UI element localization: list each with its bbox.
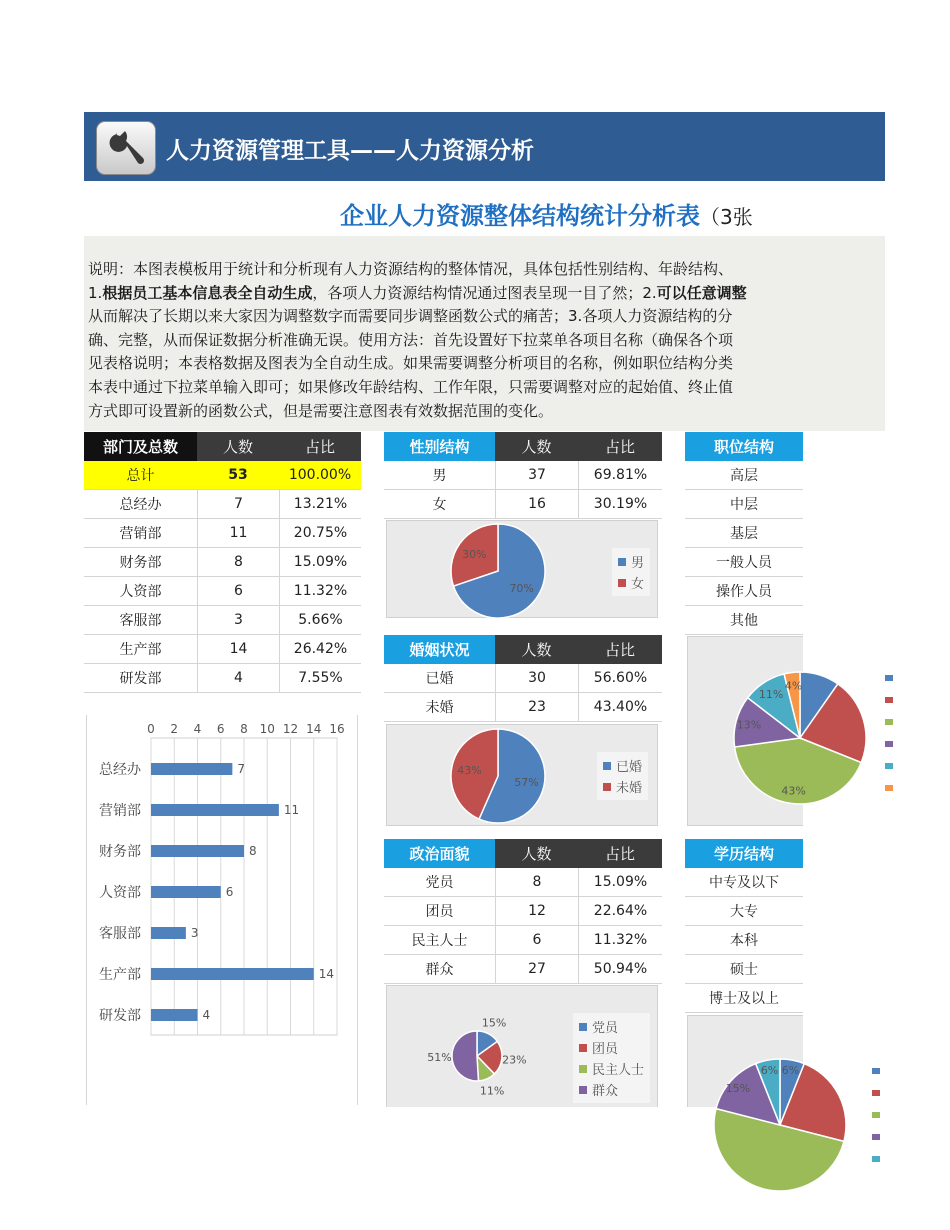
col-department: 部门及总数	[84, 432, 197, 461]
legend-swatch	[885, 785, 893, 791]
cell-name: 未婚	[425, 700, 454, 716]
cell-count: 7	[197, 490, 279, 518]
position-row	[685, 548, 803, 577]
pie-slice-label: 43%	[457, 763, 482, 777]
marriage-pie-chart	[386, 724, 658, 826]
description-segment: 说明：本图表模板用于统计和分析现有人力资源结构的整体情况，具体包括性别结构、年龄结构、	[88, 260, 734, 278]
col-percent: 占比	[578, 432, 662, 461]
gender-row	[384, 461, 662, 490]
politics-row	[384, 955, 662, 984]
total-label: 总计	[126, 468, 155, 484]
marriage-table-header	[384, 635, 662, 664]
pie-slice-label: 11%	[758, 687, 784, 701]
pie-slice-label: 6%	[781, 1063, 800, 1077]
legend-item-female: 女	[618, 572, 644, 593]
department-table-header	[84, 432, 384, 461]
department-row	[84, 577, 361, 606]
wrench-icon	[96, 121, 156, 175]
gender-table	[384, 432, 662, 519]
legend-item-party: 党员	[579, 1016, 644, 1037]
position-table-header	[685, 432, 803, 461]
description-line	[88, 400, 802, 424]
marriage-table	[384, 635, 662, 722]
bar	[151, 1009, 198, 1021]
gender-pie-chart	[386, 520, 658, 618]
marriage-rows	[384, 664, 662, 722]
cell-count: 4	[197, 664, 279, 692]
pie-slice-label: 15%	[481, 1016, 507, 1030]
x-tick-label: 10	[259, 722, 275, 736]
legend-swatch	[872, 1134, 880, 1140]
cell-pct: 50.94%	[578, 955, 662, 983]
legend-item-married: 已婚	[603, 755, 642, 776]
legend-swatch	[603, 762, 611, 770]
department-table	[84, 432, 384, 693]
cell-count: 6	[197, 577, 279, 605]
pie-slice-label: 4%	[784, 679, 803, 693]
legend-swatch	[579, 1065, 587, 1073]
cell-name: 生产部	[119, 642, 162, 658]
pie-slice	[452, 1031, 478, 1081]
col-percent: 占比	[279, 432, 361, 461]
education-row	[685, 955, 803, 984]
legend-swatch	[885, 719, 893, 725]
politics-row	[384, 868, 662, 897]
bar-data-label: 3	[190, 926, 199, 940]
x-tick-label: 0	[147, 722, 155, 736]
cell-pct: 22.64%	[578, 897, 662, 925]
cell-name: 营销部	[119, 526, 162, 542]
description-segment: 确、完整，从而保证数据分析准确无误。使用方法：首先设置好下拉菜单各项目名称（确保各个项	[88, 330, 734, 349]
marriage-row	[384, 664, 662, 693]
bar-data-label: 7	[237, 762, 246, 776]
total-count: 53	[228, 467, 248, 483]
category-label: 客服部	[99, 926, 141, 942]
politics-table	[384, 839, 662, 984]
cell-name: 本科	[730, 933, 758, 949]
bar-data-label: 11	[283, 803, 300, 817]
cell-count: 6	[495, 926, 578, 954]
bar	[151, 886, 221, 898]
cell-name: 团员	[425, 904, 454, 920]
bar-data-label: 8	[249, 844, 257, 858]
cell-name: 一般人员	[716, 555, 772, 571]
cell-name: 大专	[730, 904, 758, 920]
pie-slice-label: 6%	[760, 1063, 779, 1077]
legend-swatch	[618, 558, 626, 566]
description-line	[88, 305, 802, 329]
education-pie-svg	[690, 1030, 930, 1220]
legend-swatch	[579, 1023, 587, 1031]
cell-count: 14	[197, 635, 279, 663]
legend-item-male: 男	[618, 551, 644, 572]
category-label: 总经办	[99, 762, 141, 778]
cell-pct: 11.32%	[279, 577, 361, 605]
description-text	[88, 258, 802, 428]
description-segment: 从而解决了长期以来大家因为调整数字而需要同步调整函数公式的痛苦；3.各项人力资源结构的分	[88, 307, 733, 326]
position-table	[685, 432, 803, 635]
cell-name: 基层	[730, 526, 758, 542]
department-rows	[84, 490, 384, 693]
category-label: 财务部	[99, 844, 141, 860]
legend-swatch	[885, 697, 893, 703]
cell-count: 37	[495, 461, 578, 489]
cell-count: 16	[495, 490, 578, 518]
description-segment: 本表中通过下拉菜单输入即可；如果修改年龄结构、工作年限，只需要调整对应的起始值、终止值	[88, 377, 734, 396]
x-tick-label: 8	[240, 722, 248, 736]
cell-pct: 5.66%	[279, 606, 361, 634]
header-banner	[84, 112, 885, 181]
col-percent: 占比	[578, 635, 662, 664]
legend-item-democrat: 民主人士	[579, 1058, 644, 1079]
cell-name: 女	[432, 497, 447, 513]
position-rows	[685, 461, 803, 635]
cell-name: 操作人员	[716, 584, 772, 600]
legend-swatch	[885, 675, 893, 681]
col-gender: 性别结构	[384, 432, 495, 461]
politics-row	[384, 897, 662, 926]
category-label: 生产部	[99, 967, 141, 983]
education-rows	[685, 868, 803, 1013]
cell-pct: 26.42%	[279, 635, 361, 663]
legend-swatch	[885, 741, 893, 747]
category-label: 营销部	[99, 803, 141, 819]
pie-slice-label: 11%	[479, 1084, 505, 1098]
cell-name: 其他	[730, 613, 758, 629]
description-line	[88, 282, 802, 306]
department-row	[84, 606, 361, 635]
description-line	[88, 352, 802, 376]
marriage-row	[384, 693, 662, 722]
x-tick-label: 4	[193, 722, 202, 736]
position-row	[685, 519, 803, 548]
banner-title: 人力资源管理工具——人力资源分析	[166, 138, 534, 164]
cell-pct: 7.55%	[279, 664, 361, 692]
politics-legend	[573, 1013, 650, 1103]
cell-pct: 11.32%	[578, 926, 662, 954]
bar-data-label: 4	[202, 1008, 211, 1022]
position-row	[685, 577, 803, 606]
x-tick-label: 14	[306, 722, 322, 736]
pie-slice-label: 23%	[502, 1053, 527, 1067]
department-row	[84, 664, 361, 693]
cell-pct: 20.75%	[279, 519, 361, 547]
cell-count: 23	[495, 693, 578, 721]
cell-count: 11	[197, 519, 279, 547]
cell-count: 30	[495, 664, 578, 692]
department-bar-chart	[86, 715, 358, 1105]
cell-name: 研发部	[119, 671, 162, 687]
description-panel	[84, 236, 885, 431]
position-row	[685, 461, 803, 490]
bar-data-label: 6	[225, 885, 234, 899]
position-row	[685, 490, 803, 519]
legend-swatch	[603, 783, 611, 791]
position-pie-svg	[700, 648, 940, 848]
description-segment: 方式即可设置新的函数公式，但是需要注意图表有效数据范围的变化。	[88, 401, 554, 420]
col-position: 职位结构	[685, 432, 803, 461]
description-line	[88, 258, 802, 282]
cell-name: 中层	[730, 497, 758, 513]
cell-pct: 69.81%	[578, 461, 662, 489]
category-label: 人资部	[99, 885, 141, 901]
description-bold-segment: 可以任意调整	[656, 283, 747, 302]
cell-pct: 43.40%	[578, 693, 662, 721]
bar	[151, 927, 186, 939]
cell-pct: 15.09%	[578, 868, 662, 896]
cell-pct: 30.19%	[578, 490, 662, 518]
cell-name: 客服部	[119, 613, 162, 629]
cell-name: 民主人士	[411, 933, 468, 949]
cell-name: 博士及以上	[709, 991, 779, 1007]
pie-slice-label: 51%	[427, 1051, 452, 1065]
education-row	[685, 926, 803, 955]
col-count: 人数	[495, 839, 578, 868]
col-count: 人数	[197, 432, 279, 461]
legend-swatch	[579, 1044, 587, 1052]
department-bar-chart-svg	[87, 715, 359, 1105]
cell-name: 群众	[425, 962, 454, 978]
cell-name: 总经办	[119, 497, 162, 513]
education-row	[685, 897, 803, 926]
position-row	[685, 606, 803, 635]
cell-count: 27	[495, 955, 578, 983]
department-row	[84, 548, 361, 577]
legend-item-league: 团员	[579, 1037, 644, 1058]
col-count: 人数	[495, 635, 578, 664]
pie-slice-label: 30%	[462, 548, 487, 562]
politics-pie-chart	[386, 985, 658, 1107]
cell-name: 人资部	[119, 584, 162, 600]
col-politics: 政治面貌	[384, 839, 495, 868]
cell-name: 男	[432, 468, 447, 484]
politics-row	[384, 926, 662, 955]
cell-name: 党员	[425, 875, 454, 891]
legend-swatch	[872, 1156, 880, 1162]
cell-name: 高层	[730, 468, 758, 484]
bar	[151, 763, 232, 775]
category-label: 研发部	[99, 1008, 141, 1024]
cell-count: 8	[495, 868, 578, 896]
cell-count: 3	[197, 606, 279, 634]
bar-data-label: 14	[318, 967, 335, 981]
legend-swatch	[618, 579, 626, 587]
description-segment: 见表格说明；本表格数据及图表为全自动生成。如果需要调整分析项目的名称，例如职位结构分类	[88, 354, 734, 373]
sheet-title-suffix: （3张	[700, 205, 753, 229]
pie-slice-label: 15%	[725, 1081, 751, 1095]
bar	[151, 804, 279, 816]
cell-name: 已婚	[425, 671, 454, 687]
gender-rows	[384, 461, 662, 519]
cell-count: 8	[197, 548, 279, 576]
bar	[151, 968, 314, 980]
politics-table-header	[384, 839, 662, 868]
education-table-header	[685, 839, 803, 868]
department-row	[84, 519, 361, 548]
education-table	[685, 839, 803, 1013]
cell-name: 硕士	[730, 962, 758, 978]
description-segment: ，各项人力资源结构情况通过图表呈现一目了然；2.	[312, 283, 657, 302]
cell-count: 12	[495, 897, 578, 925]
legend-swatch	[872, 1068, 880, 1074]
x-tick-label: 2	[170, 722, 179, 736]
col-percent: 占比	[578, 839, 662, 868]
sheet-title	[340, 196, 885, 230]
education-row	[685, 868, 803, 897]
col-education: 学历结构	[685, 839, 803, 868]
gender-legend	[612, 548, 650, 596]
gender-table-header	[384, 432, 662, 461]
x-tick-label: 12	[282, 722, 299, 736]
bar	[151, 845, 244, 857]
cell-pct: 56.60%	[578, 664, 662, 692]
legend-swatch	[872, 1090, 880, 1096]
legend-item-unmarried: 未婚	[603, 776, 642, 797]
cell-pct: 15.09%	[279, 548, 361, 576]
x-tick-label: 16	[329, 722, 345, 736]
description-segment: 1.	[88, 283, 103, 302]
cell-name: 中专及以下	[709, 875, 779, 891]
politics-rows	[384, 868, 662, 984]
description-bold-segment: 根据员工基本信息表全自动生成	[102, 283, 313, 302]
sheet-title-main: 企业人力资源整体结构统计分析表	[340, 202, 700, 230]
department-row	[84, 490, 361, 519]
marriage-legend	[597, 752, 648, 800]
col-count: 人数	[495, 432, 578, 461]
department-row	[84, 635, 361, 664]
col-marriage: 婚姻状况	[384, 635, 495, 664]
description-line	[88, 329, 802, 353]
gender-row	[384, 490, 662, 519]
pie-slice-label: 57%	[514, 776, 539, 790]
x-tick-label: 6	[216, 722, 225, 736]
pie-slice-label: 13%	[736, 718, 762, 732]
legend-item-masses: 群众	[579, 1079, 644, 1100]
pie-slice-label: 43%	[781, 784, 806, 798]
description-line	[88, 376, 802, 400]
legend-swatch	[885, 763, 893, 769]
cell-pct: 13.21%	[279, 490, 361, 518]
legend-swatch	[579, 1086, 587, 1094]
legend-swatch	[872, 1112, 880, 1118]
total-row	[84, 461, 361, 490]
education-row	[685, 984, 803, 1013]
total-percent: 100.00%	[288, 467, 352, 483]
pie-slice-label: 70%	[509, 581, 534, 595]
cell-name: 财务部	[119, 555, 162, 571]
